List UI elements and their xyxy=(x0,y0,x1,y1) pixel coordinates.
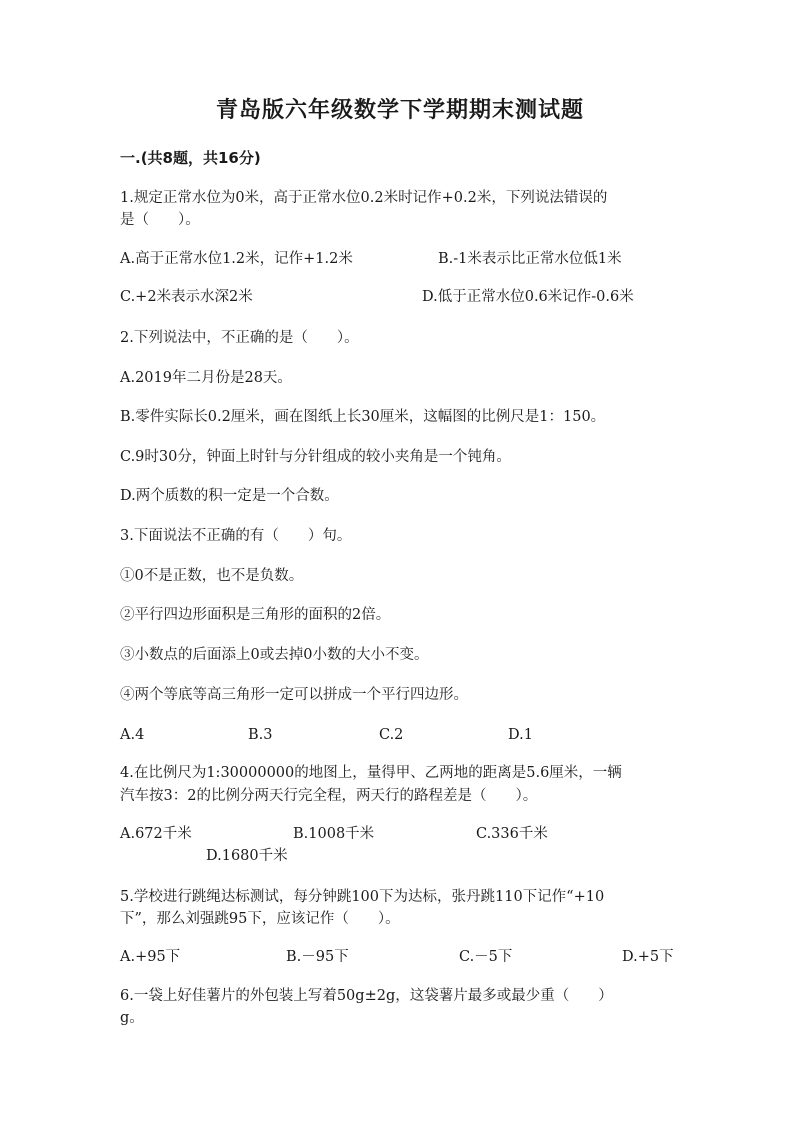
q3-option-d: D.1 xyxy=(508,727,533,743)
q3-option-c: C.2 xyxy=(379,727,404,743)
q3-option-b: B.3 xyxy=(248,727,273,743)
q3-statement-3: ③小数点的后面添上0或去掉0小数的大小不变。 xyxy=(120,647,429,663)
q1-option-a: A.高于正常水位1.2米，记作+1.2米 xyxy=(120,251,353,267)
q4-option-c: C.336千米 xyxy=(476,826,548,842)
q5-option-a: A.+95下 xyxy=(120,949,181,965)
q1-option-d: D.低于正常水位0.6米记作-0.6米 xyxy=(422,289,634,305)
q4-option-d: D.1680千米 xyxy=(206,848,288,864)
q2-option-b: B.零件实际长0.2厘米，画在图纸上长30厘米，这幅图的比例尺是1：150。 xyxy=(120,409,606,425)
q3-option-a: A.4 xyxy=(120,727,145,743)
q1-option-b: B.-1米表示比正常水位低1米 xyxy=(438,251,622,267)
q5-stem-line1: 5.学校进行跳绳达标测试，每分钟跳100下为达标，张丹跳110下记作“+10 xyxy=(120,889,605,905)
q5-option-d: D.+5下 xyxy=(622,949,674,965)
q4-stem-line2: 汽车按3：2的比例分两天行完全程，两天行的路程差是（ ）。 xyxy=(120,788,538,804)
q4-stem-line1: 4.在比例尺为1:30000000的地图上，量得甲、乙两地的距离是5.6厘米，一辆 xyxy=(120,765,622,781)
q5-stem-line2: 下”，那么刘强跳95下，应该记作（ ）。 xyxy=(120,911,400,927)
section-heading: 一.(共8题，共16分) xyxy=(120,149,261,167)
q6-stem-line1: 6.一袋上好佳薯片的外包装上写着50g±2g，这袋薯片最多或最少重（ ） xyxy=(120,988,613,1004)
q3-statement-4: ④两个等底等高三角形一定可以拼成一个平行四边形。 xyxy=(120,687,468,703)
q3-stem: 3.下面说法不正确的有（ ）句。 xyxy=(120,528,352,544)
q1-option-c: C.+2米表示水深2米 xyxy=(120,289,253,305)
q2-stem: 2.下列说法中，不正确的是（ ）。 xyxy=(120,330,359,346)
q4-option-b: B.1008千米 xyxy=(293,826,375,842)
q1-stem-line2: 是（ ）。 xyxy=(120,212,200,228)
q2-option-c: C.9时30分，钟面上时针与分针组成的较小夹角是一个钝角。 xyxy=(120,449,511,465)
q6-stem-line2: g。 xyxy=(120,1010,144,1026)
q1-stem-line1: 1.规定正常水位为0米，高于正常水位0.2米时记作+0.2米，下列说法错误的 xyxy=(120,190,608,206)
q3-statement-1: ①0不是正数，也不是负数。 xyxy=(120,568,304,584)
q2-option-d: D.两个质数的积一定是一个合数。 xyxy=(120,488,339,504)
q3-statement-2: ②平行四边形面积是三角形的面积的2倍。 xyxy=(120,607,391,623)
q5-option-c: C.－5下 xyxy=(459,949,513,965)
q2-option-a: A.2019年二月份是28天。 xyxy=(120,370,292,386)
q4-option-a: A.672千米 xyxy=(120,826,192,842)
exam-title: 青岛版六年级数学下学期期末测试题 xyxy=(215,98,584,123)
q5-option-b: B.－95下 xyxy=(286,949,349,965)
